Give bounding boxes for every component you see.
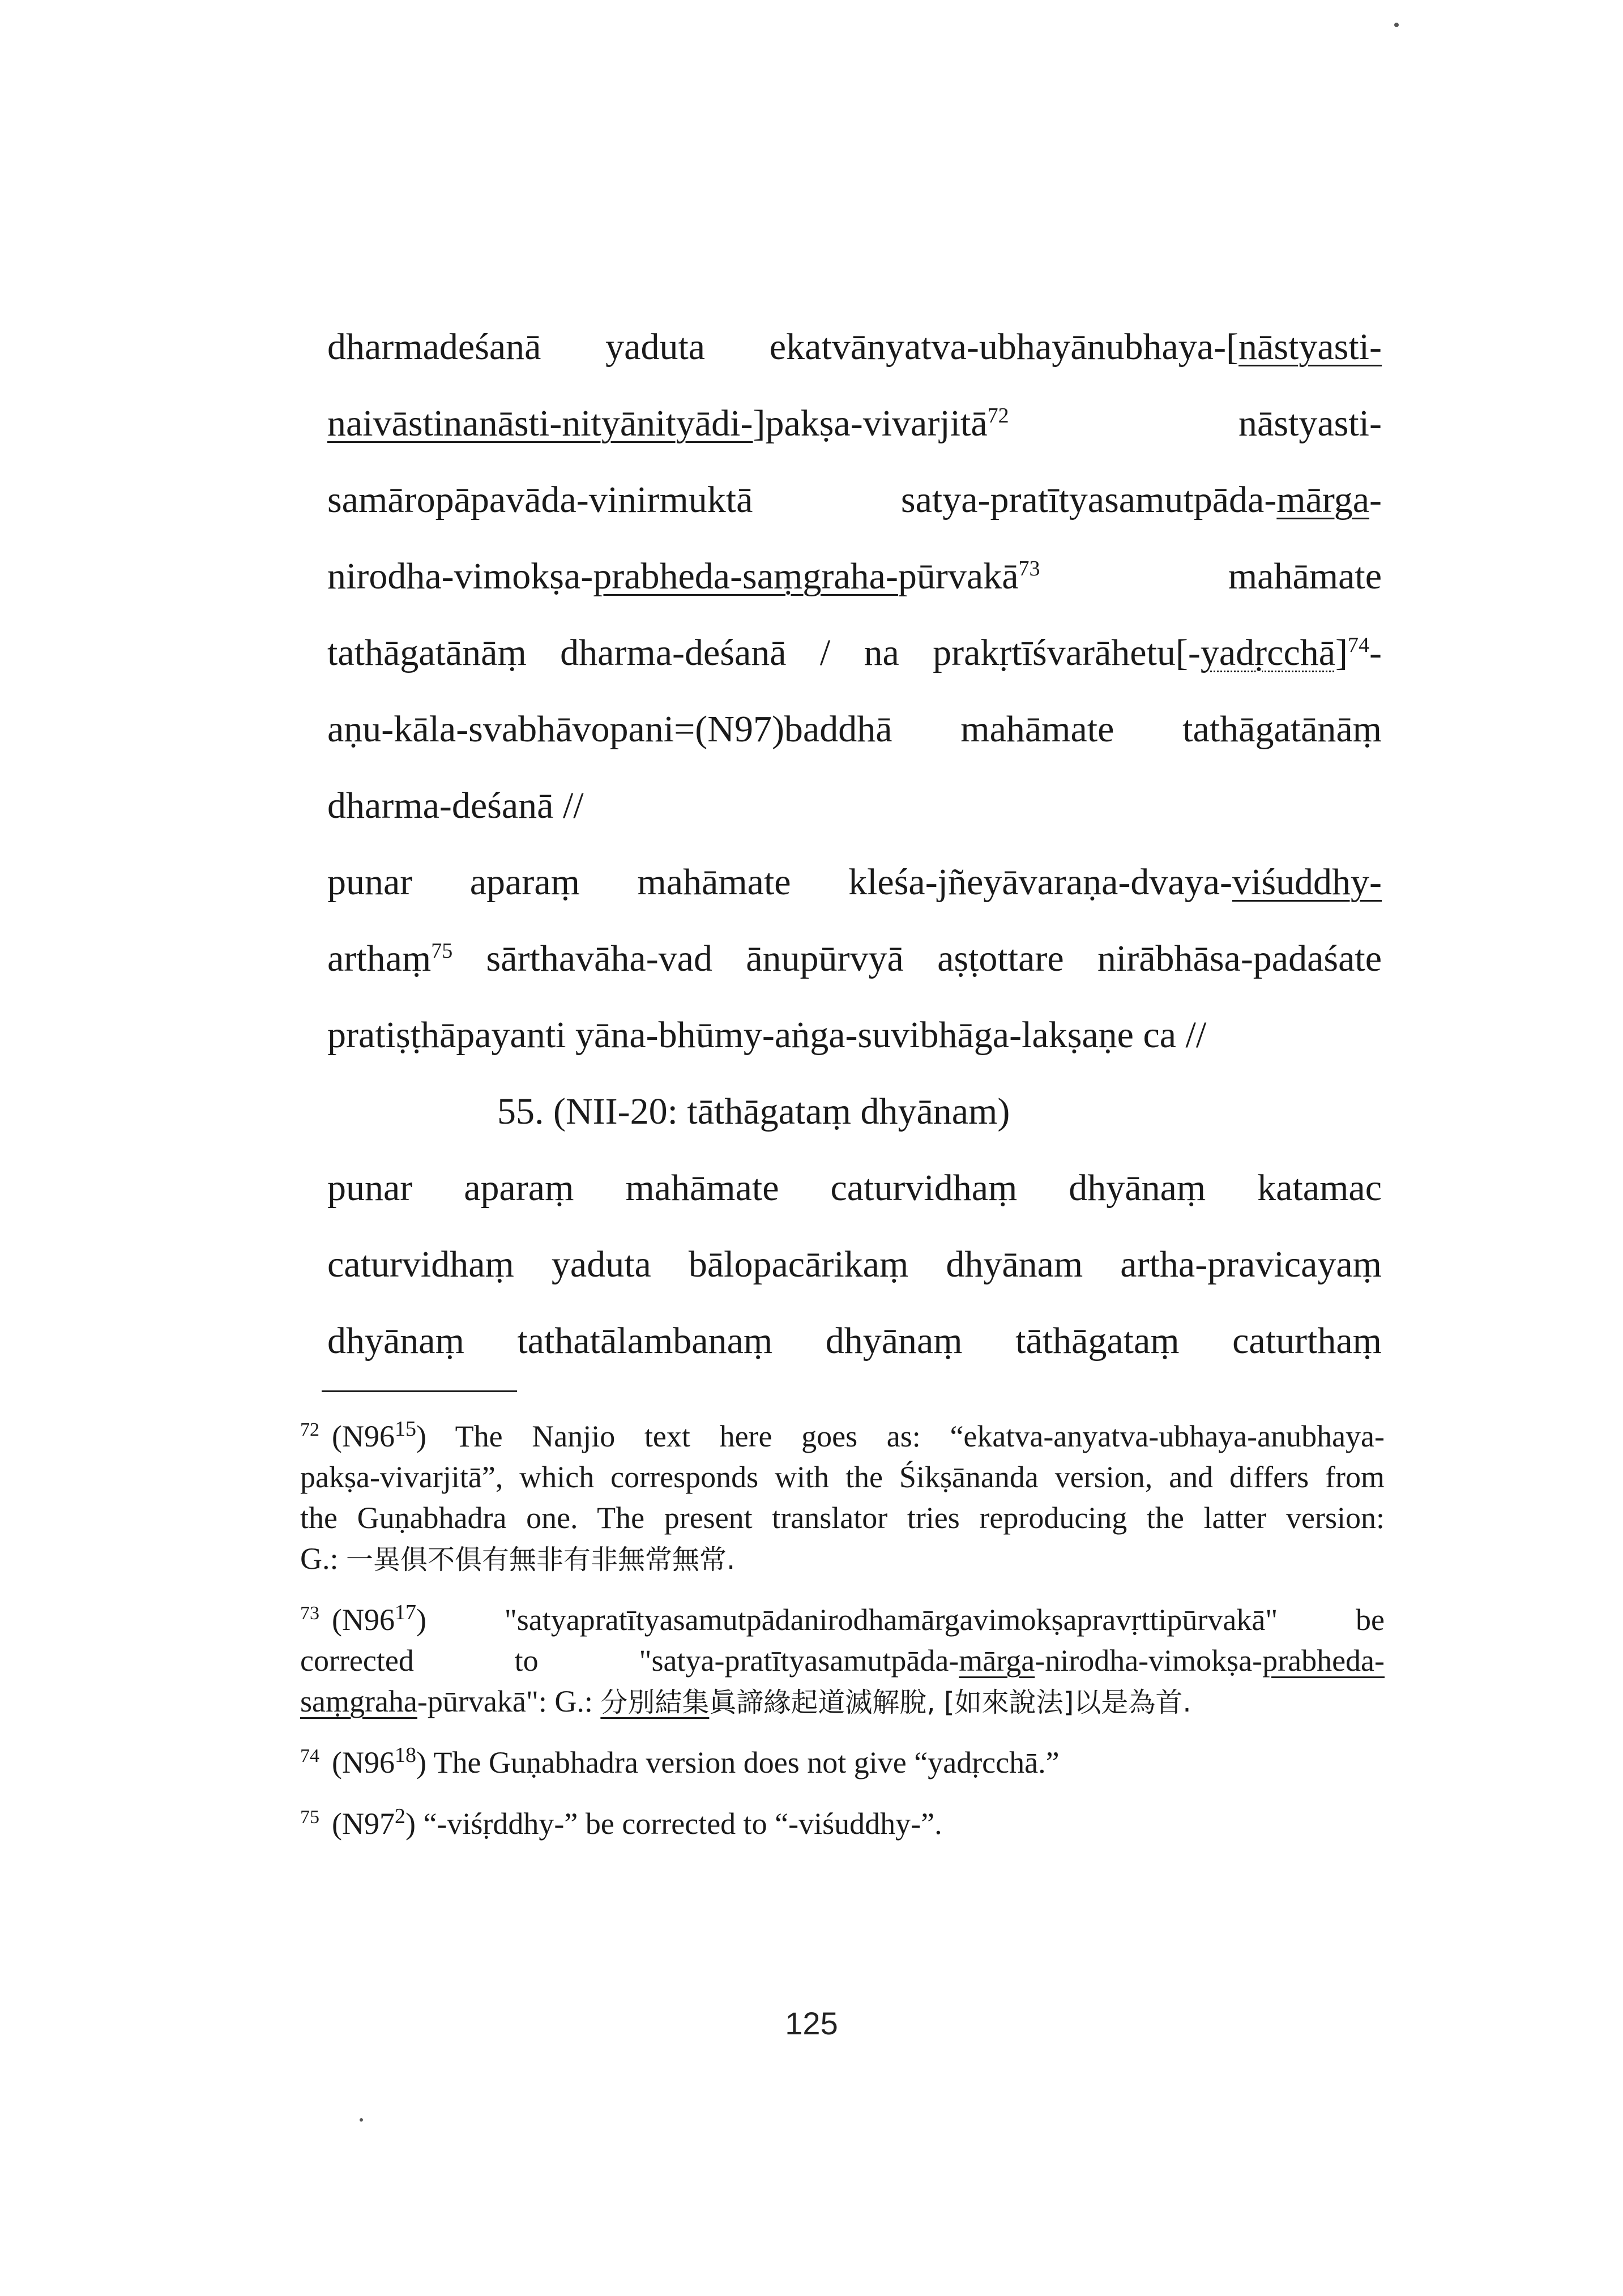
footnote-74: $^{74}$ $(N96^{18})$ The Guṇabhadra version does not give “yadṛcchā.” xyxy=(300,1743,1060,1779)
text-line: caturvidhaṃ yaduta bālopacārikaṃ dhyānam artha-pravicayaṃ xyxy=(327,1244,1382,1285)
footnote-separator xyxy=(322,1390,517,1392)
text-line: aṇu-kāla-svabhāvopani=(N97)baddhā mahāmate tathāgatānāṃ xyxy=(327,709,1382,750)
text-line: dharma-deśanā // xyxy=(327,785,584,826)
text-line: naivāstinanāsti-nityānityādi-]pakṣa-vivarjitā$^{72}$ nāstyasti- xyxy=(327,403,1382,444)
footnote-number: 72 xyxy=(300,1419,319,1440)
footnote-ref-72: 72 xyxy=(987,404,1009,428)
text-line: tathāgatānāṃ dharma-deśanā / na prakṛtīśvarāhetu[-yadṛcchā]$^{74}$- xyxy=(327,632,1382,673)
footnote-number: 74 xyxy=(300,1746,319,1766)
scan-speck xyxy=(360,2118,363,2122)
scan-speck xyxy=(1394,23,1399,27)
footnote-number: 75 xyxy=(300,1807,319,1828)
footnote-ref-75: 75 xyxy=(431,939,453,963)
text-line: pratiṣṭhāpayanti yāna-bhūmy-aṅga-suvibhāga-lakṣaṇe ca // xyxy=(327,1014,1207,1056)
page-number: 125 xyxy=(785,2005,838,2041)
footnote-number: 73 xyxy=(300,1603,319,1624)
footnotes xyxy=(300,1416,1385,1844)
footnote-72: $^{72}$ $(N96^{15})$ The Nanjio text here goes as: “ekatva-anyatva-ubhaya-anubhaya- pakṣa-vivarjitā”, which corresponds with the Śikṣānanda version, and differs from the Guṇabhadra one. The present translator tries reproducing the latter version: G.: 一異俱不俱有無非有非無常無常. xyxy=(300,1417,1385,1576)
footnote-73: $^{73}$ $(N96^{17})$ "satyapratītyasamutpādanirodhamārgavimokṣapravṛttipūrvakā" be corrected to "satya-pratītyasamutpāda-mārga-nirodha-vimokṣa-prabheda- saṃgraha-pūrvakā": G.: 分別結集眞諦緣起道滅解脫, [如來說法]以是為首. xyxy=(300,1601,1385,1718)
text-line: dhyānaṃ tathatālambanaṃ dhyānaṃ tāthāgataṃ caturthaṃ xyxy=(327,1320,1382,1362)
footnote-ref-73: 73 xyxy=(1018,557,1040,581)
main-text xyxy=(327,309,1382,1379)
text-line: arthaṃ$^{75}$ sārthavāha-vad ānupūrvyā aṣṭottare nirābhāsa-padaśate xyxy=(327,938,1382,979)
text-line: samāropāpavāda-vinirmuktā satya-pratītyasamutpāda-mārga- xyxy=(327,479,1382,520)
section-heading: 55. (NII-20: tāthāgataṃ dhyānam) xyxy=(497,1091,1010,1132)
footnote-ref-74: 74 xyxy=(1348,633,1370,657)
text-line: punar aparaṃ mahāmate kleśa-jñeyāvaraṇa-dvaya-viśuddhy- xyxy=(327,861,1382,903)
text-line: dharmadeśanā yaduta ekatvānyatva-ubhayānubhaya-[nāstyasti- xyxy=(327,326,1382,368)
text-line: nirodha-vimokṣa-prabheda-saṃgraha-pūrvakā$^{73}$ mahāmate xyxy=(327,556,1382,597)
footnote-75: $^{75}$ $(N97^2)$ “-viśṛddhy-” be corrected to “-viśuddhy-”. xyxy=(300,1804,942,1841)
text-line: punar aparaṃ mahāmate caturvidhaṃ dhyānaṃ katamac xyxy=(327,1167,1382,1209)
